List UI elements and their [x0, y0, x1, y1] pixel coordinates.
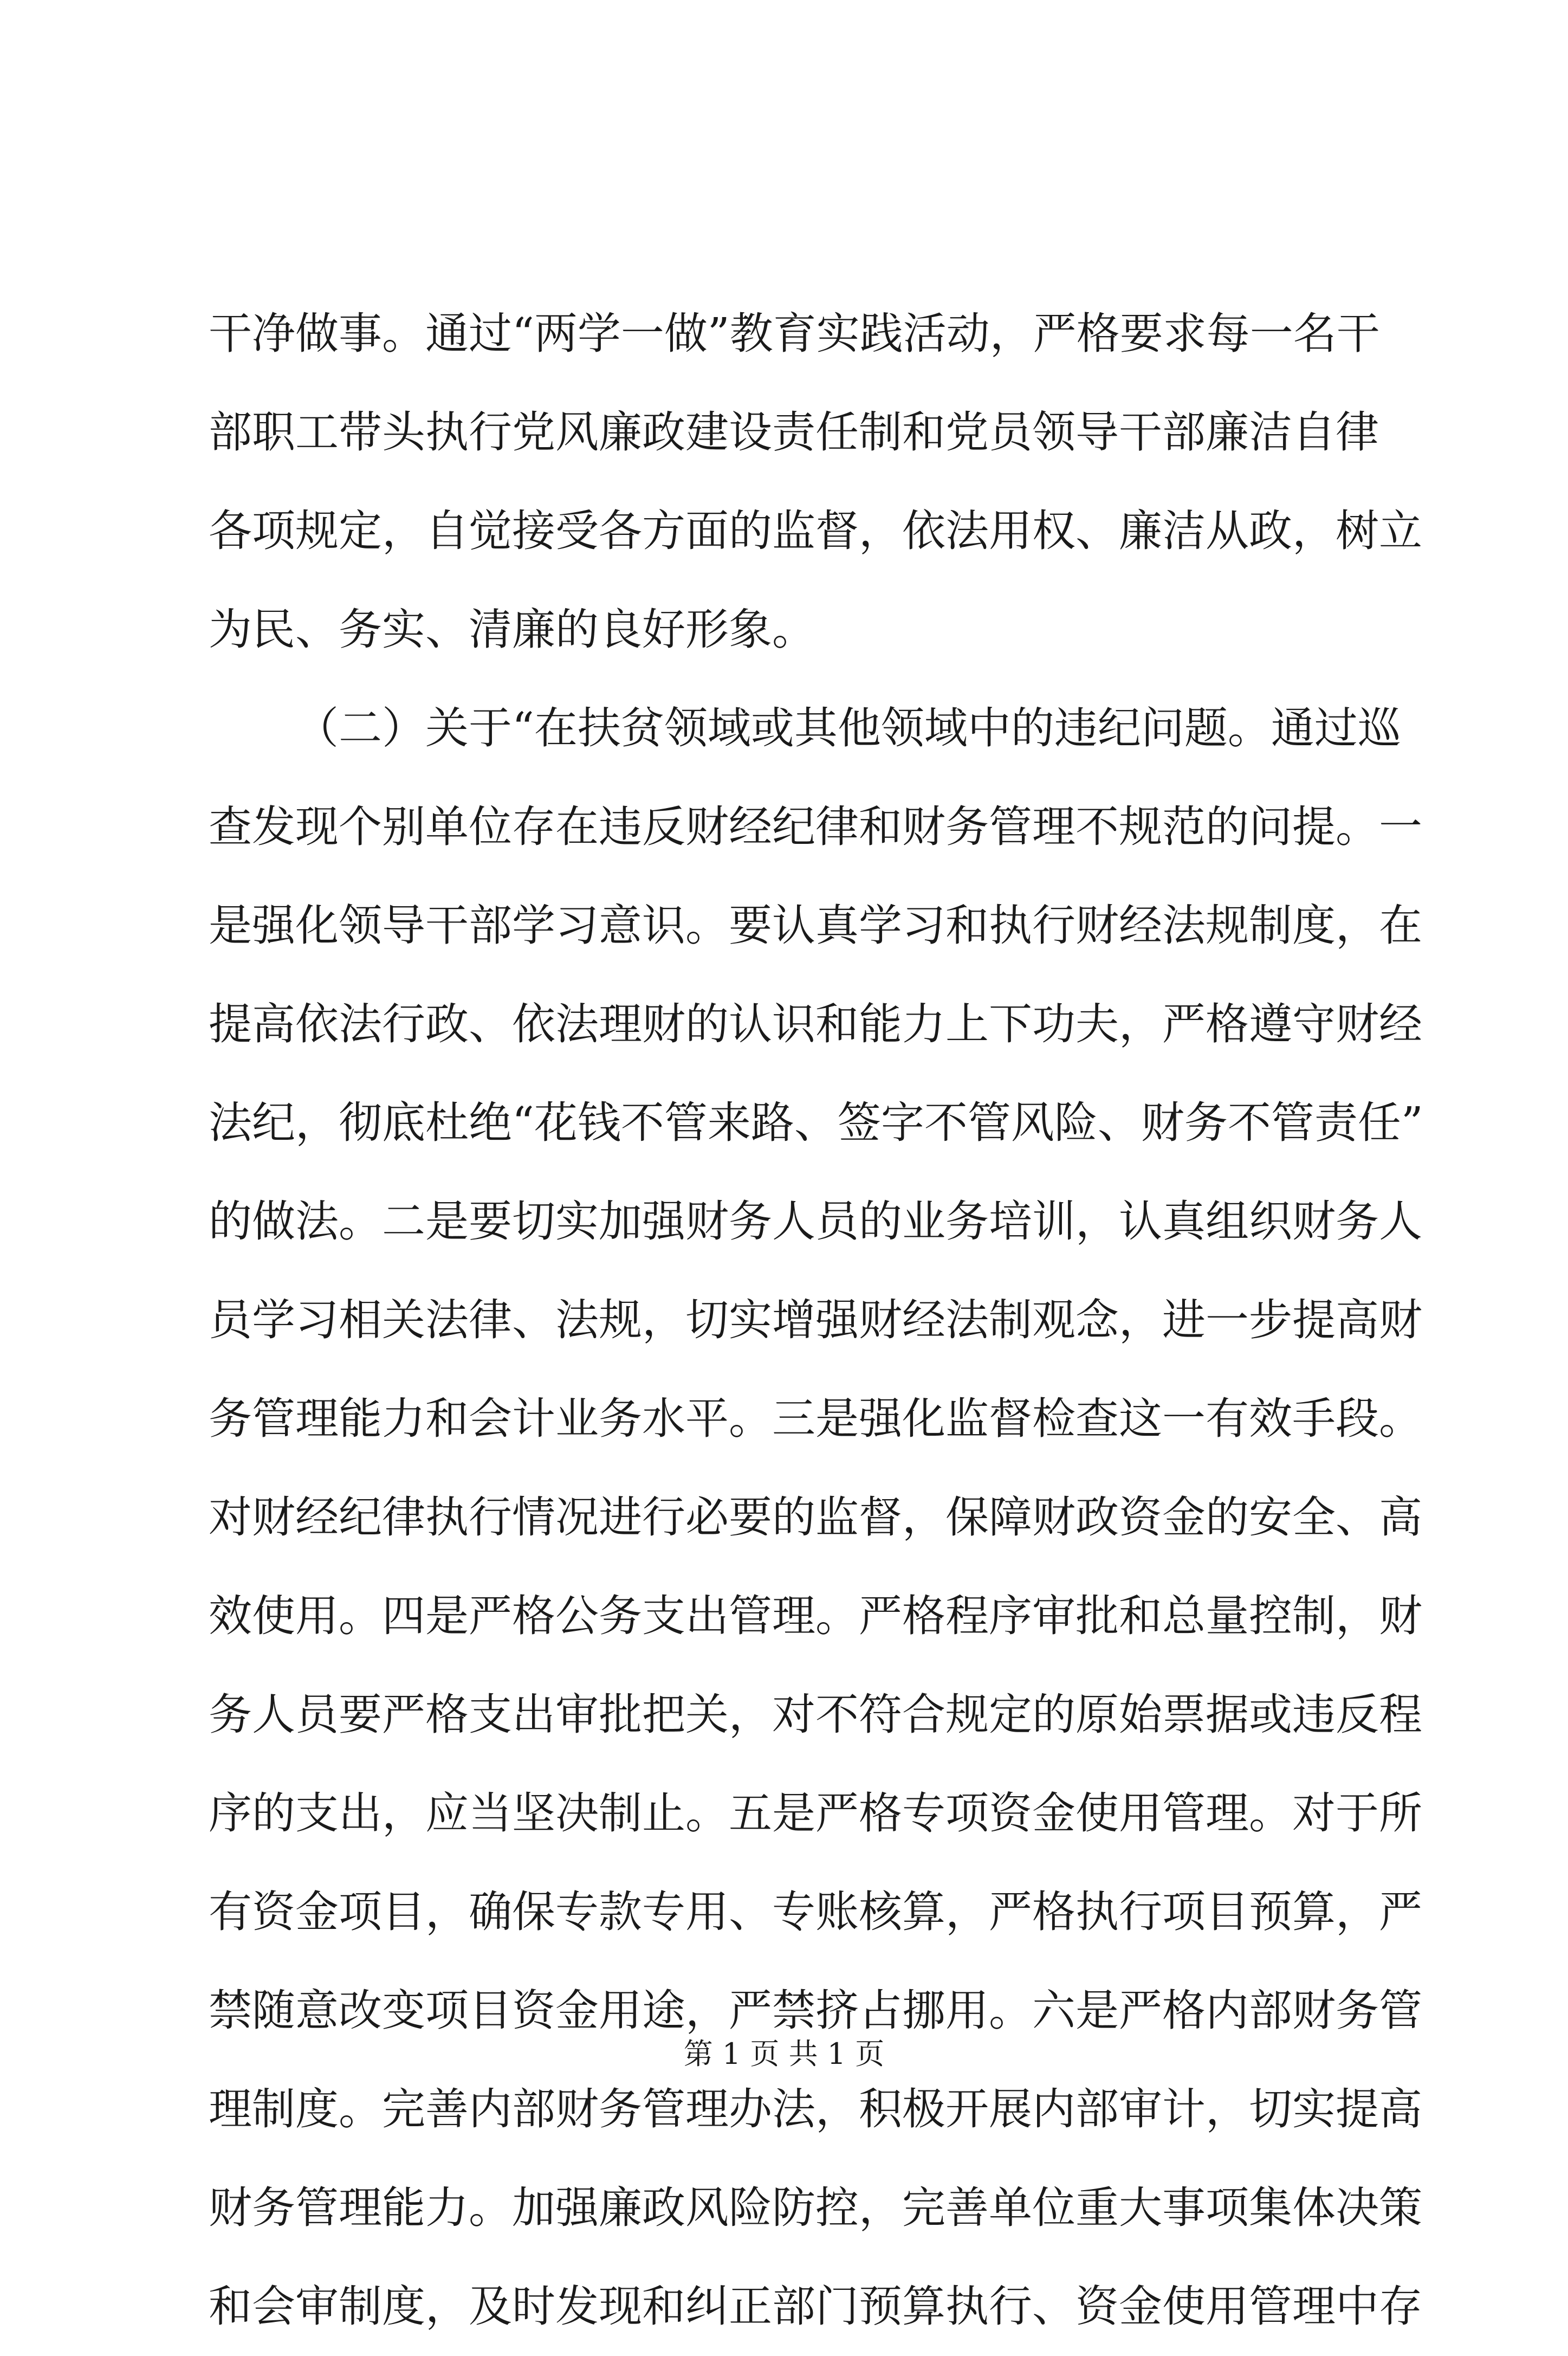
text-line: 和会审制度，及时发现和纠正部门预算执行、资金使用管理中存 [209, 2281, 1422, 2332]
text-line: 为民、务实、清廉的良好形象。 [209, 604, 815, 655]
text-line: 禁随意改变项目资金用途，严禁挤占挪用。六是严格内部财务管 [209, 1985, 1422, 2036]
text-line: 财务管理能力。加强廉政风险防控，完善单位重大事项集体决策 [209, 2183, 1422, 2233]
text-line: 干净做事。通过“两学一做”教育实践活动，严格要求每一名干 [209, 308, 1380, 359]
paragraph-start-line: （二）关于“在扶贫领域或其他领域中的违纪问题。通过巡 [295, 703, 1401, 753]
text-line: 各项规定，自觉接受各方面的监督，依法用权、廉洁从政，树立 [209, 506, 1422, 556]
text-line: 提高依法行政、依法理财的认识和能力上下功夫，严格遵守财经 [209, 999, 1422, 1049]
text-line: 部职工带头执行党风廉政建设责任制和党员领导干部廉洁自律 [209, 407, 1379, 457]
text-line: 理制度。完善内部财务管理办法，积极开展内部审计，切实提高 [209, 2084, 1422, 2134]
text-line: 的做法。二是要切实加强财务人员的业务培训，认真组织财务人 [209, 1196, 1422, 1247]
text-line: 效使用。四是严格公务支出管理。严格程序审批和总量控制，财 [209, 1591, 1422, 1641]
text-line: 对财经纪律执行情况进行必要的监督，保障财政资金的安全、高 [209, 1492, 1422, 1542]
text-line: 序的支出，应当坚决制止。五是严格专项资金使用管理。对于所 [209, 1788, 1422, 1838]
text-line: 是强化领导干部学习意识。要认真学习和执行财经法规制度，在 [209, 900, 1422, 951]
text-line: 务人员要严格支出审批把关，对不符合规定的原始票据或违反程 [209, 1689, 1422, 1740]
text-line: 务管理能力和会计业务水平。三是强化监督检查这一有效手段。 [209, 1393, 1422, 1444]
text-line: 有资金项目，确保专款专用、专账核算，严格执行项目预算，严 [209, 1887, 1422, 1937]
text-line: 员学习相关法律、法规，切实增强财经法制观念，进一步提高财 [209, 1295, 1422, 1345]
text-line: 法纪，彻底杜绝“花钱不管来路、签字不管风险、财务不管责任” [209, 1098, 1423, 1148]
page-footer: 第 1 页 共 1 页 [683, 2037, 885, 2071]
text-line: 查发现个别单位存在违反财经纪律和财务管理不规范的问提。一 [209, 802, 1422, 852]
